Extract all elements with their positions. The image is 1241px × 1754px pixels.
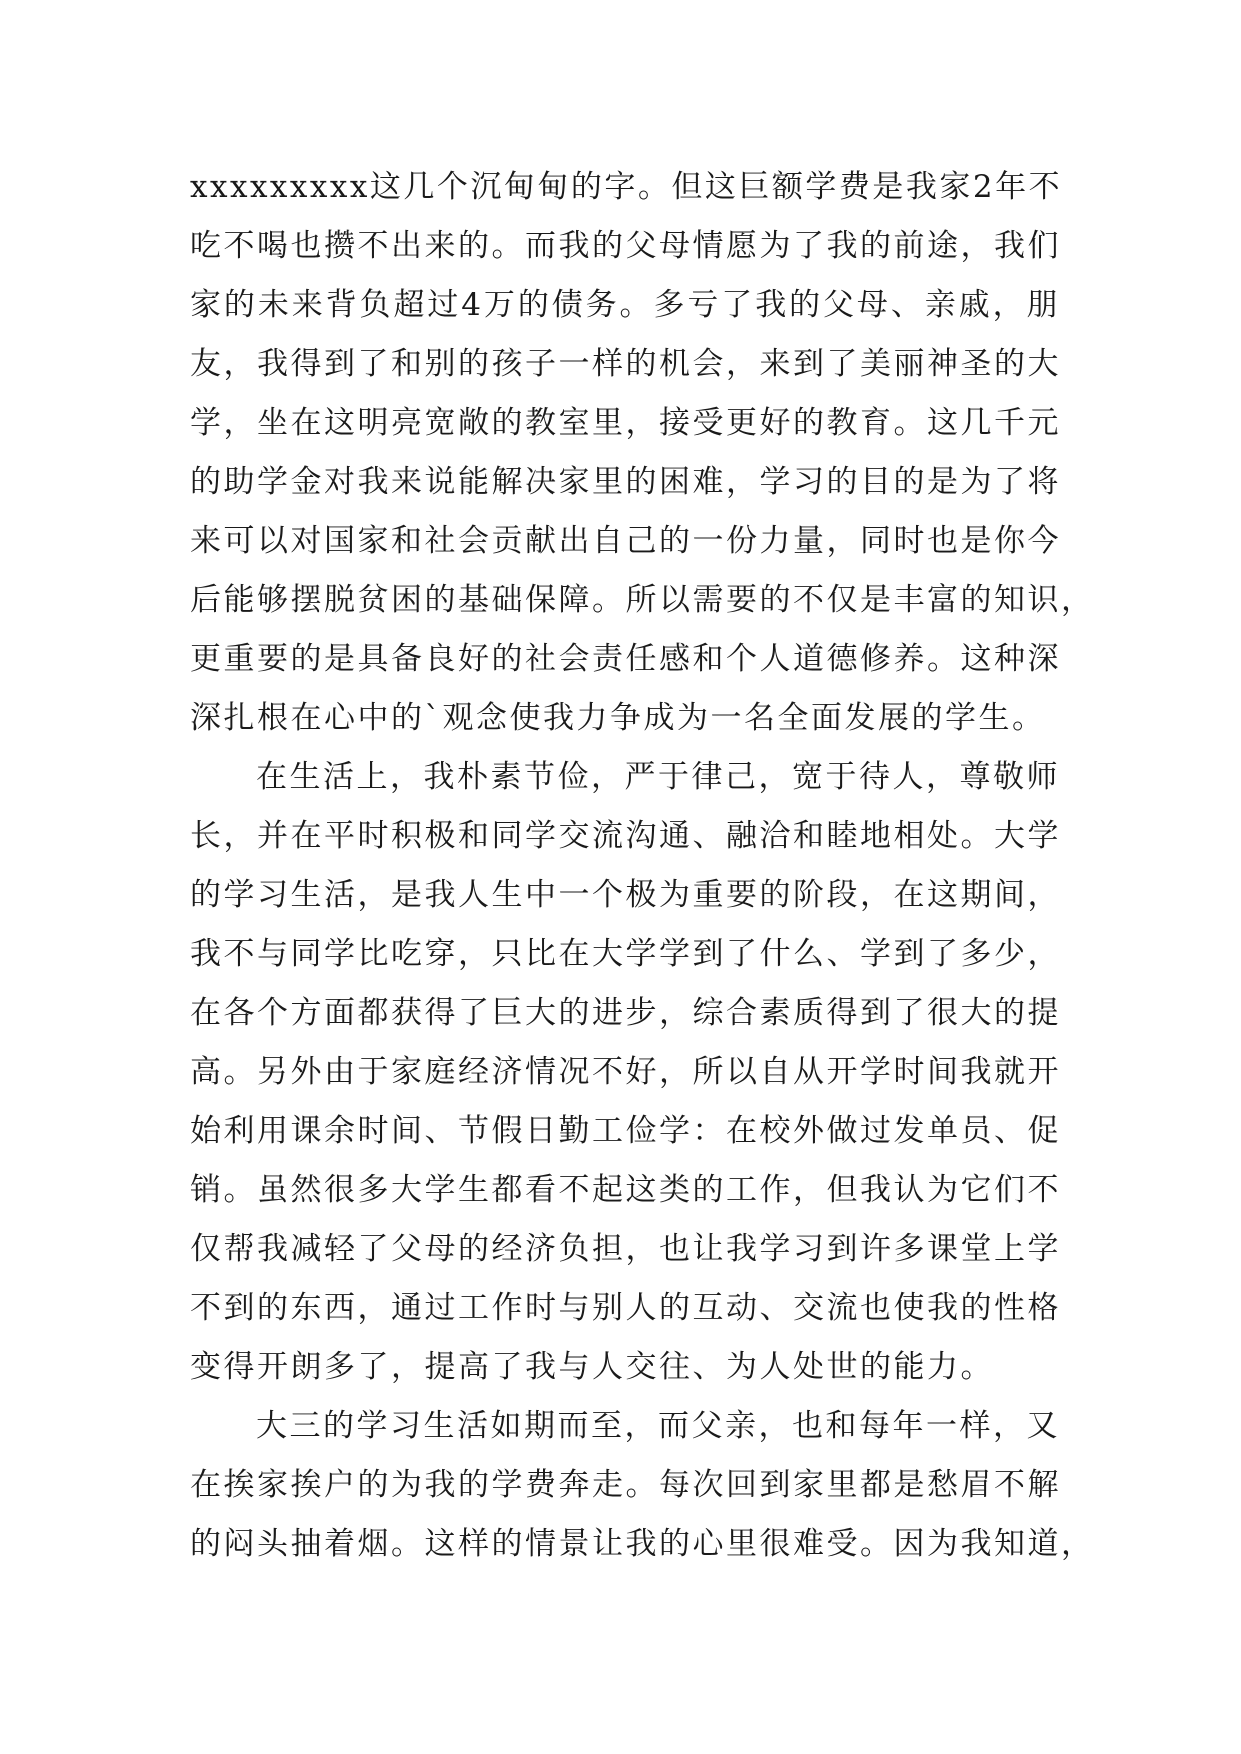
text-line: 在各个方面都获得了巨大的进步，综合素质得到了很大的提 — [190, 995, 1061, 1031]
text-line: 长，并在平时积极和同学交流沟通、融洽和睦地相处。大学 — [190, 818, 1061, 854]
text-line: 深扎根在心中的`观念使我力争成为一名全面发展的学生。 — [190, 700, 1046, 736]
text-line: 后能够摆脱贫困的基础保障。所以需要的不仅是丰富的知识， — [190, 582, 1095, 618]
text-line: 变得开朗多了，提高了我与人交往、为人处世的能力。 — [190, 1349, 994, 1385]
text-line: 来可以对国家和社会贡献出自己的一份力量，同时也是你今 — [190, 523, 1061, 559]
body-text — [190, 158, 1095, 1574]
text-line: xxxxxxxxx这几个沉甸甸的字。但这巨额学费是我家2年不 — [190, 169, 1063, 205]
text-line: 的闷头抽着烟。这样的情景让我的心里很难受。因为我知道， — [190, 1526, 1095, 1562]
text-line: 吃不喝也攒不出来的。而我的父母情愿为了我的前途，我们 — [190, 228, 1061, 264]
text-line: 的学习生活，是我人生中一个极为重要的阶段，在这期间， — [190, 877, 1061, 913]
text-line: 更重要的是具备良好的社会责任感和个人道德修养。这种深 — [190, 641, 1061, 677]
text-line: 家的未来背负超过4万的债务。多亏了我的父母、亲戚，朋 — [190, 287, 1060, 323]
text-line: 在生活上，我朴素节俭，严于律己，宽于待人，尊敬师 — [256, 759, 1060, 795]
text-line: 仅帮我减轻了父母的经济负担，也让我学习到许多课堂上学 — [190, 1231, 1061, 1267]
text-line: 大三的学习生活如期而至，而父亲，也和每年一样，又 — [256, 1408, 1060, 1444]
text-line: 销。虽然很多大学生都看不起这类的工作，但我认为它们不 — [190, 1172, 1061, 1208]
text-line: 不到的东西，通过工作时与别人的互动、交流也使我的性格 — [190, 1290, 1061, 1326]
text-line: 在挨家挨户的为我的学费奔走。每次回到家里都是愁眉不解 — [190, 1467, 1061, 1503]
text-line: 始利用课余时间、节假日勤工俭学：在校外做过发单员、促 — [190, 1113, 1061, 1149]
text-line: 的助学金对我来说能解决家里的困难，学习的目的是为了将 — [190, 464, 1061, 500]
text-line: 高。另外由于家庭经济情况不好，所以自从开学时间我就开 — [190, 1054, 1061, 1090]
text-line: 我不与同学比吃穿，只比在大学学到了什么、学到了多少， — [190, 936, 1061, 972]
text-line: 友，我得到了和别的孩子一样的机会，来到了美丽神圣的大 — [190, 346, 1061, 382]
text-line: 学，坐在这明亮宽敞的教室里，接受更好的教育。这几千元 — [190, 405, 1061, 441]
